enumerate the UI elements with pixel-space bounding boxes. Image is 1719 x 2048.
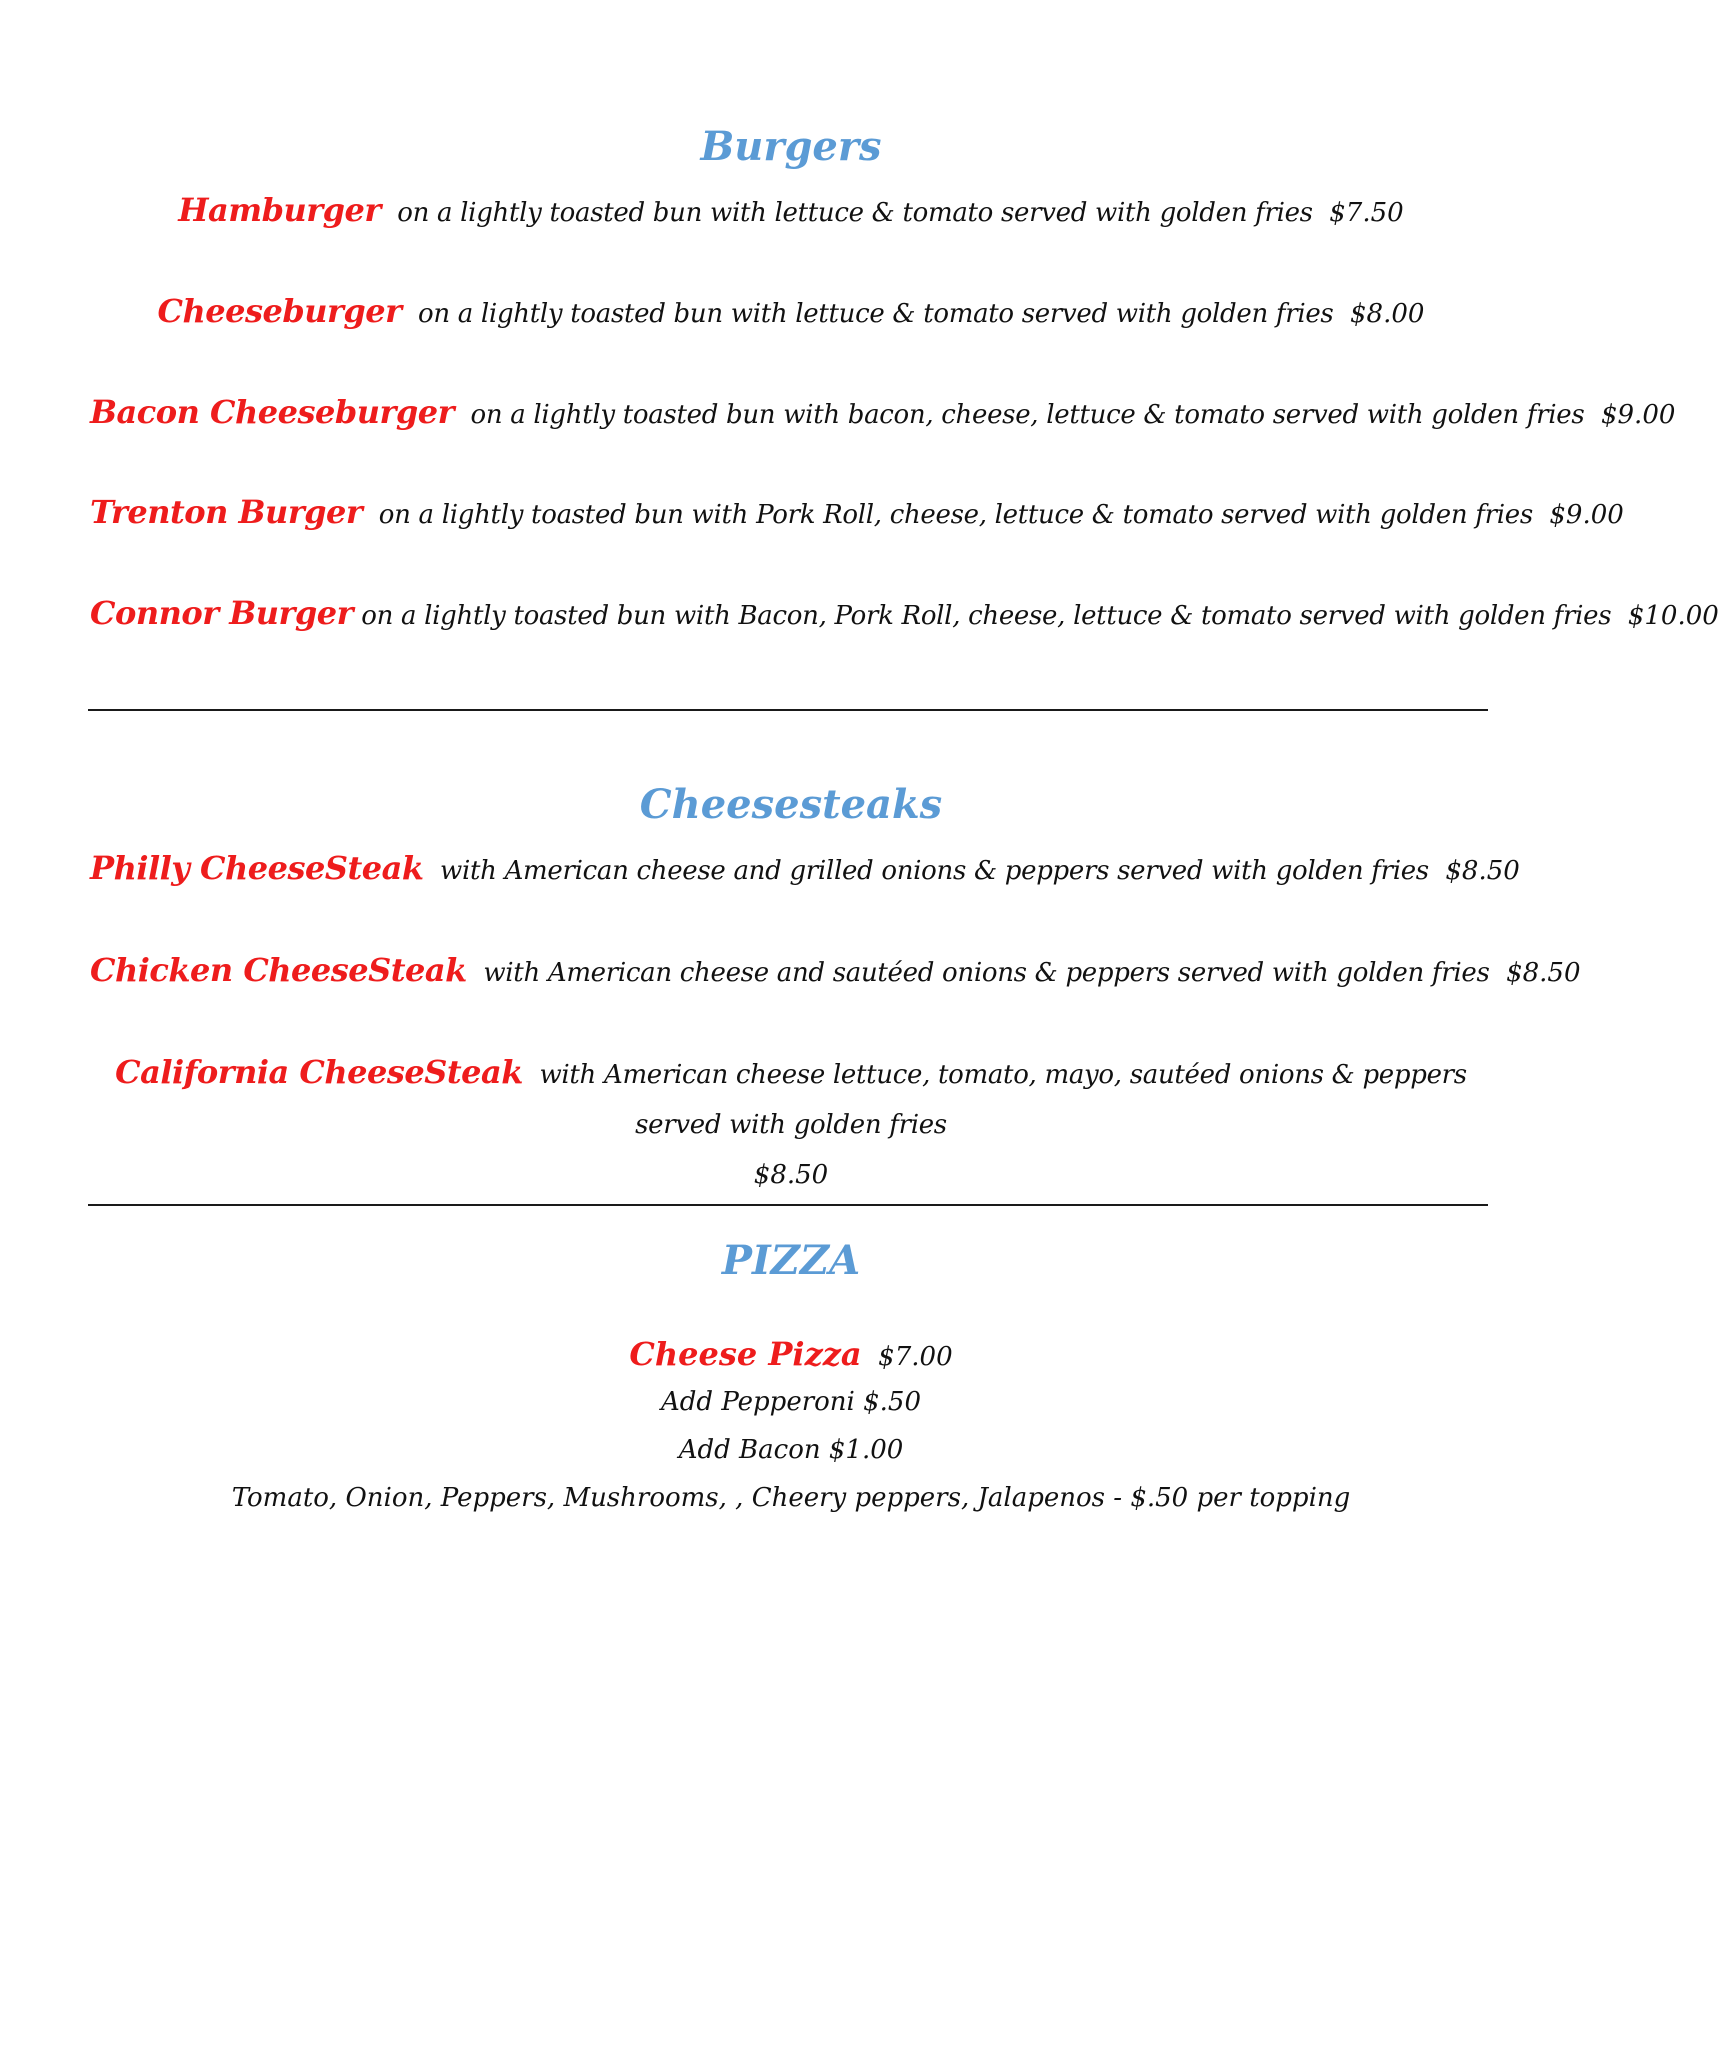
item-description: on a lightly toasted bun with lettuce & tomato served with golden fries [397,198,1313,228]
section-divider [88,709,1488,711]
menu-item-cheese-pizza [0,1330,1582,1381]
item-price: $7.00 [878,1342,953,1372]
menu-item-philly-cheesesteak [90,843,1520,896]
item-description: on a lightly toasted bun with Pork Roll, cheese, lettuce & tomato served with golden fries [378,500,1533,530]
menu-item-chicken-cheesesteak [90,945,1581,998]
item-name: Chicken CheeseSteak [90,951,467,989]
item-price: $7.50 [1329,198,1404,228]
toppings-line: Tomato, Onion, Peppers, Mushrooms, , Cheery peppers, Jalapenos - $.50 per topping [231,1483,1351,1513]
add-bacon-line: Add Bacon $1.00 [678,1435,904,1465]
section-divider [88,1204,1488,1206]
item-description: on a lightly toasted bun with Bacon, Pork Roll, cheese, lettuce & tomato served with golden fries [361,601,1612,631]
menu-item-trenton-burger [90,487,1624,540]
add-pepperoni-line: Add Pepperoni $.50 [660,1387,921,1417]
item-price: $9.00 [1549,500,1624,530]
menu-item-cheeseburger [90,286,1492,339]
item-description: with American cheese and grilled onions & peppers served with golden fries [440,856,1429,886]
menu-item-california-cheesesteak [90,1047,1492,1200]
item-description: on a lightly toasted bun with lettuce & tomato served with golden fries [417,299,1334,329]
menu-item-bacon-cheeseburger [90,387,1676,440]
item-description: with American cheese lettuce, tomato, mayo, sautéed onions & peppers served with golden fries [539,1060,1467,1140]
cheesesteaks-heading: Cheesesteaks [639,781,943,828]
item-name: Connor Burger [90,594,353,632]
item-name: Hamburger [178,191,381,229]
menu-item-hamburger [90,185,1492,238]
item-price: $9.00 [1600,400,1676,430]
pizza-heading: PIZZA [721,1237,861,1284]
item-price: $8.50 [753,1160,829,1190]
item-price: $8.00 [1350,299,1425,329]
item-description: with American cheese and sautéed onions & peppers served with golden fries [483,958,1490,988]
item-name: Bacon Cheeseburger [90,393,454,431]
item-description: on a lightly toasted bun with bacon, cheese, lettuce & tomato served with golden fries [470,400,1585,430]
menu-item-connor-burger [90,588,1719,641]
item-name: Philly CheeseSteak [90,849,424,887]
item-price: $8.50 [1506,958,1581,988]
item-name: Cheeseburger [157,292,402,330]
burgers-heading: Burgers [700,123,882,170]
item-name: California CheeseSteak [115,1053,523,1091]
item-price: $8.50 [1445,856,1520,886]
item-name: Cheese Pizza [629,1335,862,1373]
item-name: Trenton Burger [90,493,363,531]
item-price: $10.00 [1627,601,1719,631]
